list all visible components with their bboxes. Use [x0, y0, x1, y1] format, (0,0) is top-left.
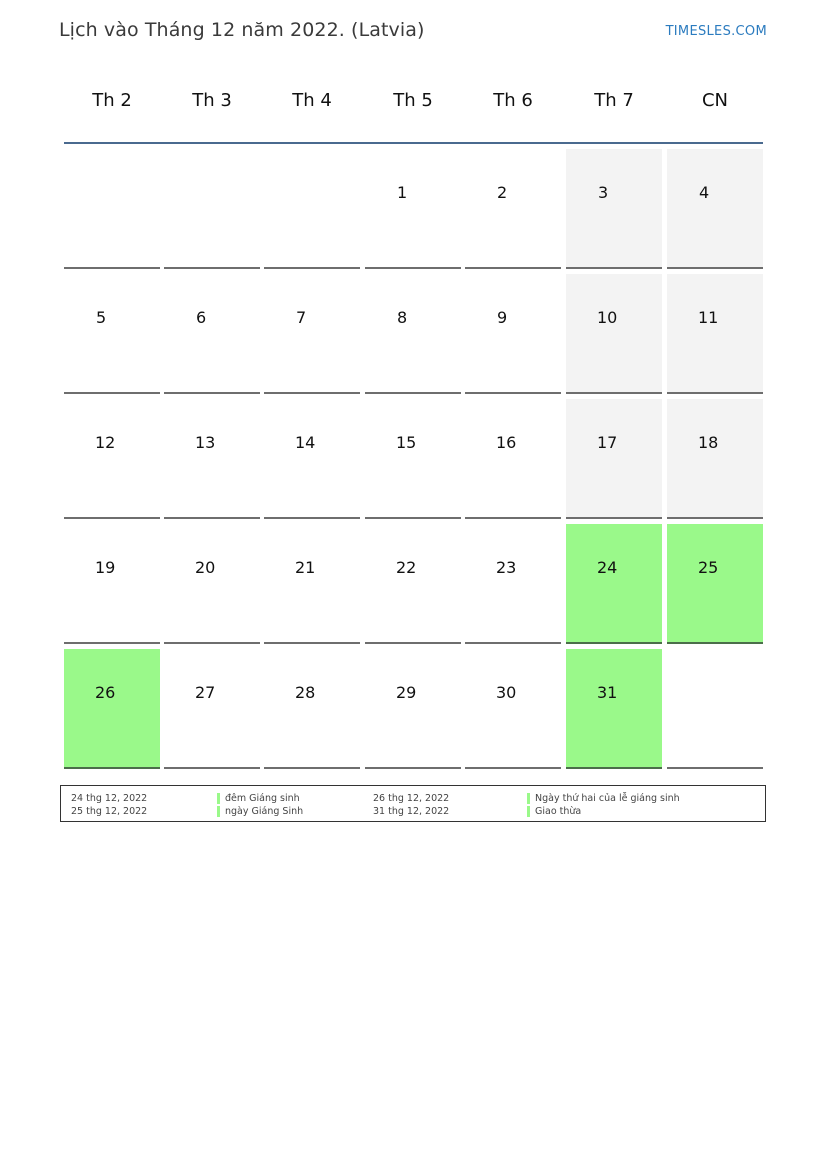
day-number: 1: [397, 183, 408, 202]
weekday-label: Th 3: [192, 90, 232, 111]
day-number: 4: [699, 183, 710, 202]
day-number: 15: [396, 433, 417, 452]
day-number: 25: [698, 558, 719, 577]
page-title: Lịch vào Tháng 12 năm 2022. (Latvia): [59, 19, 425, 41]
day-number: 26: [95, 683, 116, 702]
day-number: 27: [195, 683, 216, 702]
day-number: 13: [195, 433, 216, 452]
day-number: 20: [195, 558, 216, 577]
day-cell[interactable]: [566, 149, 662, 269]
day-number: 21: [295, 558, 316, 577]
day-number: 12: [95, 433, 116, 452]
day-cell[interactable]: [667, 524, 763, 644]
day-cell[interactable]: [566, 524, 662, 644]
legend-date: 24 thg 12, 2022: [71, 793, 148, 804]
day-number: 14: [295, 433, 316, 452]
legend-holiday-name: ngày Giáng Sinh: [225, 806, 304, 817]
legend-holiday-name: Giao thừa: [535, 806, 582, 817]
day-cell[interactable]: [164, 274, 260, 394]
day-number: 3: [598, 183, 609, 202]
calendar-grid: [64, 149, 764, 774]
day-cell[interactable]: [465, 274, 561, 394]
legend-holiday-name: Ngày thứ hai của lễ giáng sinh: [535, 793, 680, 804]
day-number: 9: [497, 308, 508, 327]
brand-link[interactable]: TIMESLES.COM: [665, 24, 767, 39]
legend-color-marker: [527, 806, 530, 817]
day-cell[interactable]: [64, 524, 160, 644]
header-divider: [64, 142, 763, 144]
day-number: 5: [96, 308, 107, 327]
day-cell[interactable]: [566, 274, 662, 394]
weekday-label: Th 6: [493, 90, 533, 111]
legend-color-marker: [527, 793, 530, 804]
day-number: 19: [95, 558, 116, 577]
day-cell[interactable]: [365, 149, 461, 269]
weekday-label: Th 7: [594, 90, 634, 111]
day-cell[interactable]: [64, 399, 160, 519]
weekday-header: [64, 90, 764, 120]
day-number: 10: [597, 308, 618, 327]
legend-date: 26 thg 12, 2022: [373, 793, 450, 804]
day-cell[interactable]: [667, 399, 763, 519]
empty-day-cell: [264, 149, 360, 269]
empty-day-cell: [164, 149, 260, 269]
day-cell[interactable]: [264, 524, 360, 644]
day-number: 6: [196, 308, 207, 327]
day-cell[interactable]: [264, 649, 360, 769]
day-number: 2: [497, 183, 508, 202]
day-cell[interactable]: [465, 399, 561, 519]
day-cell[interactable]: [64, 649, 160, 769]
day-cell[interactable]: [566, 649, 662, 769]
day-number: 30: [496, 683, 517, 702]
legend-color-marker: [217, 806, 220, 817]
legend-holiday-name: đêm Giáng sinh: [225, 793, 300, 804]
day-number: 23: [496, 558, 517, 577]
day-cell[interactable]: [667, 274, 763, 394]
day-cell[interactable]: [365, 274, 461, 394]
day-cell[interactable]: [667, 149, 763, 269]
day-cell[interactable]: [164, 399, 260, 519]
weekday-label: CN: [701, 90, 729, 111]
day-cell[interactable]: [566, 399, 662, 519]
weekday-label: Th 5: [393, 90, 433, 111]
weekday-label: Th 2: [92, 90, 132, 111]
day-cell[interactable]: [465, 524, 561, 644]
day-number: 16: [496, 433, 517, 452]
day-cell[interactable]: [264, 274, 360, 394]
day-cell[interactable]: [365, 524, 461, 644]
day-number: 18: [698, 433, 719, 452]
day-number: 22: [396, 558, 417, 577]
day-cell[interactable]: [164, 649, 260, 769]
day-number: 24: [597, 558, 618, 577]
day-cell[interactable]: [264, 399, 360, 519]
day-number: 29: [396, 683, 417, 702]
day-number: 11: [698, 308, 719, 327]
legend-date: 25 thg 12, 2022: [71, 806, 148, 817]
day-number: 7: [296, 308, 307, 327]
day-number: 17: [597, 433, 618, 452]
holiday-legend: [60, 785, 766, 822]
empty-day-cell: [64, 149, 160, 269]
legend-color-marker: [217, 793, 220, 804]
day-cell[interactable]: [465, 649, 561, 769]
legend-date: 31 thg 12, 2022: [373, 806, 450, 817]
day-cell[interactable]: [365, 649, 461, 769]
empty-day-cell: [667, 649, 763, 769]
weekday-label: Th 4: [292, 90, 332, 111]
day-cell[interactable]: [465, 149, 561, 269]
day-number: 8: [397, 308, 408, 327]
day-number: 31: [597, 683, 618, 702]
day-cell[interactable]: [365, 399, 461, 519]
day-cell[interactable]: [64, 274, 160, 394]
day-number: 28: [295, 683, 316, 702]
day-cell[interactable]: [164, 524, 260, 644]
